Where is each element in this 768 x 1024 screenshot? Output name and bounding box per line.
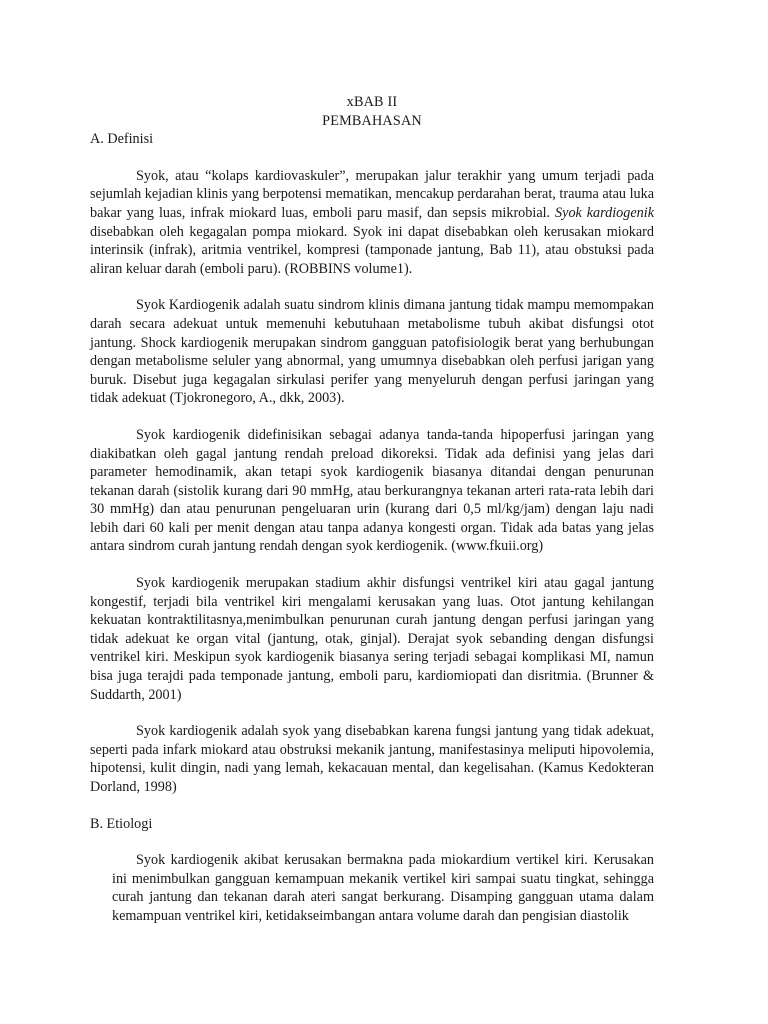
paragraph: Syok kardiogenik akibat kerusakan bermakna pada miokardium vertikel kiri. Kerusakan ini menimbulkan gangguan kemampuan mekanik vertikel kiri sampai suatu tingkat, sehingga curah jantung dan tekanan darah ateri sangat berkurang. Disamping gangguan utama dalam kemampuan ventrikel kiri, ketidakseimbangan antara volume darah dan pengisian diastolik	[112, 852, 654, 924]
etiologi-block	[112, 851, 654, 925]
chapter-title: PEMBAHASAN	[322, 112, 422, 129]
paragraph: Syok kardiogenik merupakan stadium akhir disfungsi ventrikel kiri atau gagal jantung kongestif, terjadi bila ventrikel kiri mengalami kerusakan yang luas. Otot jantung kehilangan kekuatan kontraktilitasnya,menimbulkan penurunan curah jantung dengan perfusi jaringan yang tidak adekuat ke organ vital (jantung, otak, ginjal). Derajat syok sebanding dengan disfungsi ventrikel kiri. Meskipun syok kardiogenik biasanya sering terjadi sebagai komplikasi MI, namun bisa juga terajdi pada temponade jantung, emboli paru, kardiomiopati dan disritmia. (Brunner & Suddarth, 2001)	[90, 575, 654, 703]
paragraph	[90, 167, 654, 279]
paragraph: Syok Kardiogenik adalah suatu sindrom klinis dimana jantung tidak mampu memompakan darah secara adekuat untuk memenuhi kebutuhaan metabolisme tubuh akibat disfungsi otot jantung. Shock kardiogenik merupakan sindrom gangguan patofisiologik berat yang berhubungan dengan metabolisme seluler yang abnormal, yang umumnya disebabkan oleh perfusi jarigan yang buruk. Disebut juga kegagalan sirkulasi perifer yang menyeluruh dengan perfusi jaringan yang tidak adekuat (Tjokronegoro, A., dkk, 2003).	[90, 297, 654, 407]
section-title-etiologi: B. Etiologi	[90, 815, 153, 832]
section-title-definisi: A. Definisi	[90, 131, 154, 148]
document-body	[90, 93, 654, 926]
italic-term: Syok kardiogenik	[555, 204, 655, 221]
paragraph: Syok kardiogenik adalah syok yang disebabkan karena fungsi jantung yang tidak adekuat, seperti pada infark miokard atau obstruksi mekanik jantung, manifestasinya meliputi hipovolemia, hipotensi, kulit dingin, nadi yang lemah, kekacauan mental, dan kegelisahan. (Kamus Kedokteran Dorland, 1998)	[90, 723, 654, 795]
paragraph: Syok kardiogenik didefinisikan sebagai adanya tanda-tanda hipoperfusi jaringan yang diakibatkan oleh gagal jantung rendah preload dikoreksi. Tidak ada definisi yang jelas dari parameter hemodinamik, akan tetapi syok kardiogenik biasanya ditandai dengan penurunan tekanan darah (sistolik kurang dari 90 mmHg, atau berkurangnya tekanan arteri rata-rata lebih dari 30 mmHg) dan atau penurunan pengeluaran urin (kurang dari 0,5 ml/kg/jam) dengan laju nadi lebih dari 60 kali per menit dengan atau tanpa adanya kongesti organ. Tidak ada batas yang jelas antara sindrom curah jantung rendah dengan syok kerdiogenik. (www.fkuii.org)	[90, 426, 654, 555]
paragraph-text: Syok, atau “kolaps kardiovaskuler”, merupakan jalur terakhir yang umum terjadi pada sejumlah kejadian klinis yang berpotensi mematikan, mencakup perdarahan berat, trauma atau luka bakar yang luas, infrak miokard luas, emboli paru masif, dan sepsis mikrobial.	[90, 167, 654, 221]
paragraph-text: disebabkan oleh kegagalan pompa miokard. Syok ini dapat disebabkan oleh kerusakan miokard interinsik (infrak), aritmia ventrikel, kompresi (tamponade jantung, Bab 11), atau obstuksi pada aliran keluar darah (emboli paru). (ROBBINS volume1).	[90, 223, 654, 277]
chapter-number: xBAB II	[346, 94, 398, 110]
